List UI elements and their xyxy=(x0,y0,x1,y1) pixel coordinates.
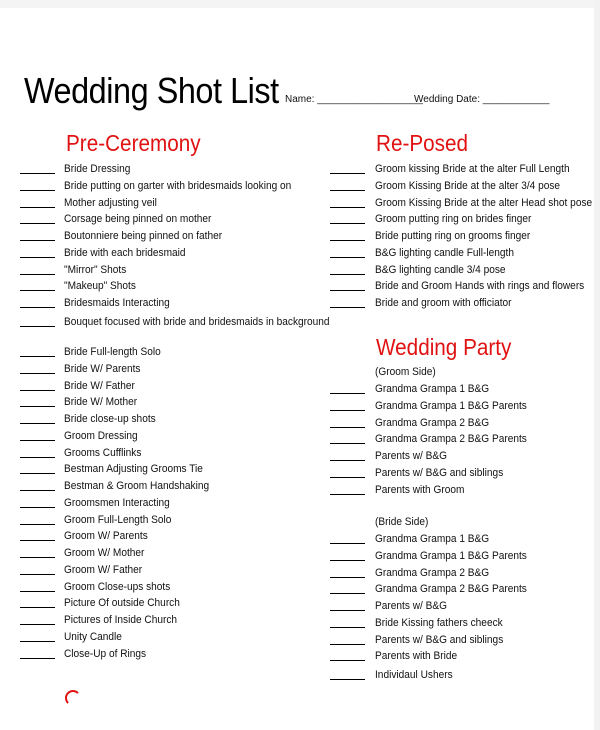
shot-item-label: Bride W/ Mother xyxy=(64,396,138,409)
check-blank[interactable] xyxy=(330,207,365,208)
shot-item-label: Bride and groom with officiator xyxy=(375,297,512,309)
check-blank[interactable] xyxy=(330,477,365,478)
document-title: Wedding Shot List xyxy=(24,70,279,111)
check-blank[interactable] xyxy=(20,624,55,625)
check-blank[interactable] xyxy=(330,660,365,661)
check-blank[interactable] xyxy=(330,290,365,291)
check-blank[interactable] xyxy=(20,440,55,441)
page-top-edge xyxy=(0,0,600,8)
check-blank[interactable] xyxy=(20,307,55,308)
check-blank[interactable] xyxy=(20,290,55,291)
shot-item-label: Bride W/ Parents xyxy=(64,362,141,375)
check-blank[interactable] xyxy=(330,427,365,428)
check-blank[interactable] xyxy=(330,274,365,275)
shot-item-label: Grooms Cufflinks xyxy=(64,446,142,459)
shot-item-label: Bridesmaids Interacting xyxy=(64,297,170,309)
shot-item-label: Parents w/ B&G xyxy=(375,600,448,612)
shot-item-label: Bride and Groom Hands with rings and flowers xyxy=(375,280,585,293)
check-blank[interactable] xyxy=(330,190,365,191)
check-blank[interactable] xyxy=(330,410,365,411)
check-blank[interactable] xyxy=(20,557,55,558)
shot-item-label: Bride Kissing fathers cheeck xyxy=(375,616,503,629)
re-posed-heading: Re-Posed xyxy=(376,130,469,156)
shot-item-label: Bride Dressing xyxy=(64,163,131,175)
check-blank[interactable] xyxy=(330,644,365,645)
check-blank[interactable] xyxy=(20,390,55,391)
shot-item-label: Unity Candle xyxy=(64,630,122,643)
shot-item-label: Bride putting ring on grooms finger xyxy=(375,230,531,242)
next-section-heading-cutoff xyxy=(65,690,81,706)
check-blank[interactable] xyxy=(330,240,365,241)
check-blank[interactable] xyxy=(20,457,55,458)
check-blank[interactable] xyxy=(330,679,365,680)
shot-item-label: Picture Of outside Church xyxy=(64,597,180,610)
shot-item-label: Groom W/ Father xyxy=(64,563,143,576)
shot-item-label: Parents with Groom xyxy=(375,483,465,496)
shot-item-label: Close-Up of Rings xyxy=(64,647,147,660)
shot-item-label: "Mirror" Shots xyxy=(64,263,127,276)
check-blank[interactable] xyxy=(330,577,365,578)
shot-item-label: Grandma Grampa 2 B&G xyxy=(375,416,490,429)
check-blank[interactable] xyxy=(20,641,55,642)
check-blank[interactable] xyxy=(20,591,55,592)
check-blank[interactable] xyxy=(20,173,55,174)
check-blank[interactable] xyxy=(330,460,365,461)
shot-item-label: Mother adjusting veil xyxy=(64,196,157,209)
check-blank[interactable] xyxy=(20,356,55,357)
shot-item-label: Groom W/ Mother xyxy=(64,547,145,559)
shot-item-label: Groom Dressing xyxy=(64,429,138,442)
shot-item-label: B&G lighting candle Full-length xyxy=(375,246,514,259)
check-blank[interactable] xyxy=(20,207,55,208)
shot-item-label: Bride with each bridesmaid xyxy=(64,246,186,259)
check-blank[interactable] xyxy=(330,610,365,611)
shot-item-label: Bestman Adjusting Grooms Tie xyxy=(64,463,203,476)
shot-item-label: Individaul Ushers xyxy=(375,669,453,681)
shot-item-label: Corsage being pinned on mother xyxy=(64,213,212,226)
check-blank[interactable] xyxy=(330,393,365,394)
shot-item-label: B&G lighting candle 3/4 pose xyxy=(375,263,506,276)
wedding-party-heading: Wedding Party xyxy=(376,334,512,360)
page-right-edge xyxy=(594,0,600,730)
shot-item-label: Grandma Grampa 2 B&G xyxy=(375,566,490,579)
check-blank[interactable] xyxy=(20,473,55,474)
check-blank[interactable] xyxy=(330,173,365,174)
pre-ceremony-heading: Pre-Ceremony xyxy=(66,130,201,156)
check-blank[interactable] xyxy=(20,223,55,224)
check-blank[interactable] xyxy=(20,257,55,258)
shot-item-label: Groomsmen Interacting xyxy=(64,496,170,509)
shot-item-label: Boutonniere being pinned on father xyxy=(64,230,223,242)
check-blank[interactable] xyxy=(20,423,55,424)
check-blank[interactable] xyxy=(20,574,55,575)
shot-item-label: Grandma Grampa 1 B&G xyxy=(375,383,490,395)
check-blank[interactable] xyxy=(330,627,365,628)
group-label-label: (Groom Side) xyxy=(375,366,436,378)
check-blank[interactable] xyxy=(20,658,55,659)
shot-item-label: Bride Full-length Solo xyxy=(64,346,161,358)
check-blank[interactable] xyxy=(20,607,55,608)
check-blank[interactable] xyxy=(20,240,55,241)
shot-item-label: Bestman & Groom Handshaking xyxy=(64,480,210,492)
check-blank[interactable] xyxy=(20,507,55,508)
shot-item-label: Bouquet focused with bride and bridesmaids in background xyxy=(64,316,330,328)
check-blank[interactable] xyxy=(20,406,55,407)
shot-item-label: Grandma Grampa 1 B&G Parents xyxy=(375,549,527,562)
check-blank[interactable] xyxy=(330,593,365,594)
shot-item-label: Groom Kissing Bride at the alter Head shot pose xyxy=(375,196,593,209)
check-blank[interactable] xyxy=(20,274,55,275)
shot-item-label: Bride close-up shots xyxy=(64,413,156,425)
name-field[interactable]: Name: ___________________ xyxy=(285,94,423,105)
shot-item-label: Groom Close-ups shots xyxy=(64,580,171,593)
shot-item-label: Groom Full-Length Solo xyxy=(64,513,172,526)
shot-item-label: Grandma Grampa 1 B&G Parents xyxy=(375,399,527,412)
shot-item-label: Bride W/ Father xyxy=(64,379,135,392)
shot-item-label: Pictures of Inside Church xyxy=(64,614,178,626)
check-blank[interactable] xyxy=(20,373,55,374)
check-blank[interactable] xyxy=(20,190,55,191)
check-blank[interactable] xyxy=(20,524,55,525)
shot-item-label: Groom Kissing Bride at the alter 3/4 pose xyxy=(375,179,561,192)
shot-item-label: Bride putting on garter with bridesmaids looking on xyxy=(64,179,292,192)
check-blank[interactable] xyxy=(20,490,55,491)
shot-item-label: Groom W/ Parents xyxy=(64,530,148,543)
shot-item-label: Grandma Grampa 1 B&G xyxy=(375,533,490,545)
check-blank[interactable] xyxy=(330,560,365,561)
shot-item-label: Parents w/ B&G and siblings xyxy=(375,466,504,479)
shot-item-label: Parents w/ B&G and siblings xyxy=(375,633,504,646)
shot-item-label: Groom putting ring on brides finger xyxy=(375,213,532,226)
check-blank[interactable] xyxy=(330,443,365,444)
shot-item-label: Groom kissing Bride at the alter Full Length xyxy=(375,163,570,175)
check-blank[interactable] xyxy=(20,326,55,327)
shot-item-label: "Makeup" Shots xyxy=(64,280,136,293)
check-blank[interactable] xyxy=(330,223,365,224)
group-label-label: (Bride Side) xyxy=(375,516,429,528)
check-blank[interactable] xyxy=(330,307,365,308)
check-blank[interactable] xyxy=(330,543,365,544)
shot-item-label: Grandma Grampa 2 B&G Parents xyxy=(375,433,527,446)
check-blank[interactable] xyxy=(20,540,55,541)
wedding-date-field[interactable]: Wedding Date: ____________ xyxy=(414,94,550,105)
check-blank[interactable] xyxy=(330,257,365,258)
shot-item-label: Parents w/ B&G xyxy=(375,450,448,462)
shot-item-label: Grandma Grampa 2 B&G Parents xyxy=(375,583,527,596)
shot-item-label: Parents with Bride xyxy=(375,650,458,663)
check-blank[interactable] xyxy=(330,494,365,495)
